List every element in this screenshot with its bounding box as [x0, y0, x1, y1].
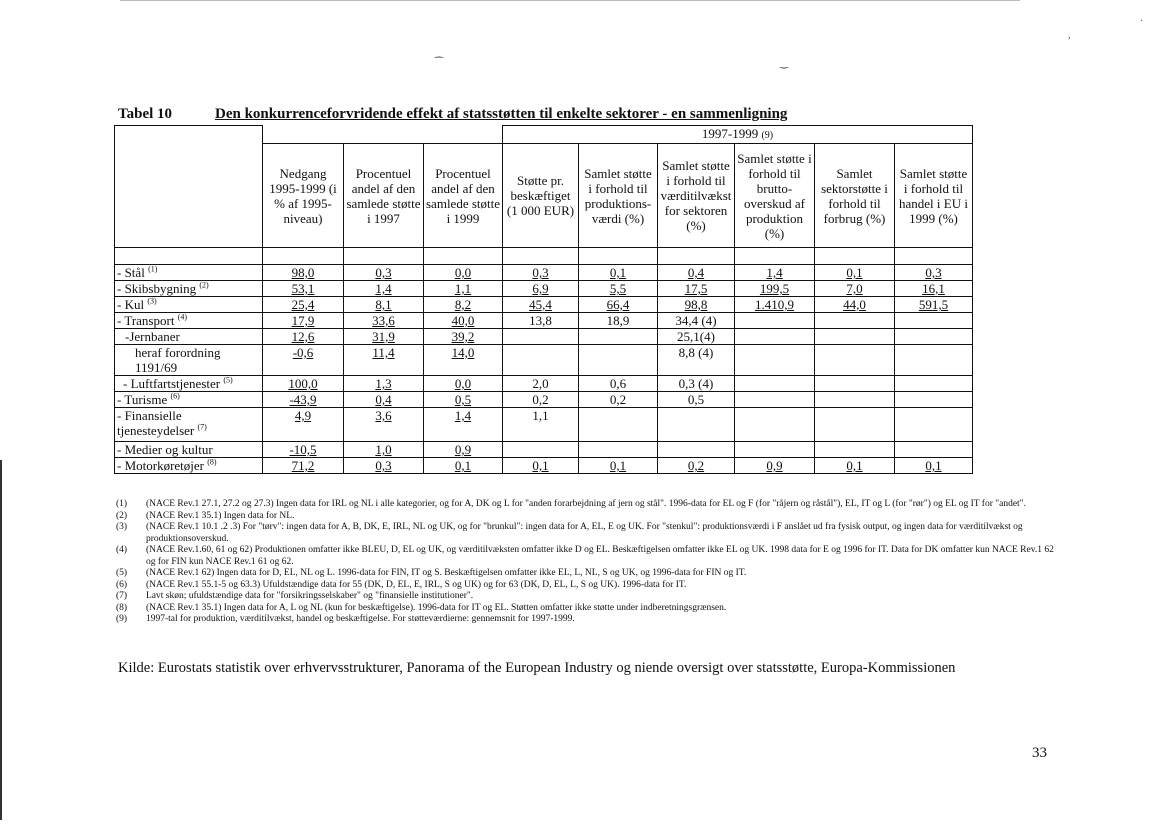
value-cell: 25,1(4) [658, 329, 735, 345]
value-cell [815, 313, 895, 329]
table-row [115, 376, 973, 392]
period-label: 1997-1999 [701, 126, 759, 141]
footnote-key: (5) [116, 568, 128, 578]
column-header: Samlet støtte i forhold til produktions-værdi (%) [579, 144, 658, 248]
value-cell: 2,0 [503, 376, 579, 392]
value-cell [658, 408, 735, 442]
table-row [115, 458, 973, 474]
footnote-text: (NACE Rev.1.60, 61 og 62) Produktionen omfatter ikke BLEU, D, EL og UK, og værditilvæksten omfatter ikke D og EL. Beskæftigelsen omfatter ikke EL og UK. 1998 data for E og 1996 for IT. Data for DK omfatter kun NACE Rev.1 62 og for FIN kun NACE Rev.1 61 og 62. [146, 545, 1054, 567]
value-cell: 8,2 [424, 297, 503, 313]
value-cell [735, 392, 815, 408]
value-cell: 40,0 [424, 313, 503, 329]
value-cell: -43,9 [263, 392, 344, 408]
scan-top-rule [120, 0, 1020, 1]
value-cell: 31,9 [344, 329, 424, 345]
table-heading [118, 106, 978, 123]
footnote-key: (8) [116, 602, 128, 613]
value-cell: 17,5 [658, 281, 735, 297]
spacer-cell [115, 248, 263, 265]
value-cell: 0,3 [344, 265, 424, 281]
spacer-cell [424, 248, 503, 265]
value-cell [735, 442, 815, 458]
value-cell: 0,2 [503, 392, 579, 408]
footnote-text: (NACE Rev.1 35.1) Ingen data for NL. [146, 510, 295, 521]
column-header: Nedgang 1995-1999 (i % af 1995-niveau) [263, 144, 344, 248]
period-note: (9) [761, 130, 774, 141]
spacer-cell [815, 248, 895, 265]
sector-label [115, 392, 263, 408]
spacer-cell [579, 248, 658, 265]
sector-name: - Turisme [117, 392, 168, 407]
value-cell: 53,1 [263, 281, 344, 297]
value-cell [895, 392, 973, 408]
value-cell: 39,2 [424, 329, 503, 345]
value-cell: 0,1 [424, 458, 503, 474]
value-cell: 98,8 [658, 297, 735, 313]
table-row [115, 265, 973, 281]
value-cell: 4,9 [263, 408, 344, 442]
value-cell [815, 329, 895, 345]
value-cell [815, 345, 895, 376]
footnote-text: (NACE Rev.1 62) Ingen data for D, EL, NL og L. 1996-data for FIN, IT og S. Beskæftigelsen omfatter ikke EL, L, NL, S og UK, og 1996-data for FIN og IT. [146, 568, 747, 578]
value-cell [658, 442, 735, 458]
value-cell: 0,0 [424, 376, 503, 392]
value-cell: 0,5 [658, 392, 735, 408]
footnote-text: (NACE Rev.1 27.1, 27.2 og 27.3) Ingen data for IRL og NL i alle kategorier, og for A, DK og L for "anden forarbejdning af jern og stål". 1996-data for EL og F (for "råjern og råstål"), EL, IT og L (for "rør") og EL og IT for "andet". [146, 499, 1026, 509]
scan-binding-edge [0, 460, 2, 820]
footnote [116, 545, 1061, 568]
value-cell: 1,1 [424, 281, 503, 297]
footnote-ref: (2) [199, 280, 209, 290]
footnote-ref: (1) [148, 264, 158, 274]
sector-label [115, 297, 263, 313]
column-header: Samlet sektorstøtte i forhold til forbrug (%) [815, 144, 895, 248]
footnotes [116, 499, 1061, 626]
sector-label [115, 329, 263, 345]
table-number: Tabel 10 [118, 106, 173, 122]
table-row [115, 442, 973, 458]
value-cell: 0,3 (4) [658, 376, 735, 392]
sector-label [115, 345, 263, 376]
value-cell: 100,0 [263, 376, 344, 392]
value-cell [815, 376, 895, 392]
blank-header-band [263, 126, 503, 144]
footnote-text: (NACE Rev.1 10.1 .2 .3) For "tørv": ingen data for A, B, DK, E, IRL, NL og UK, og for "brunkul": ingen data for A, EL, E og UK. For "stenkul": produktionsværdi i F anslået ud fra fysisk output, og ingen data for værditilvækst og produktionsoverskud. [146, 522, 1023, 544]
footnote-key: (1) [116, 499, 128, 509]
value-cell: 0,6 [579, 376, 658, 392]
table-row [115, 281, 973, 297]
table-row [115, 297, 973, 313]
value-cell [815, 442, 895, 458]
sector-name: - Stål [117, 265, 145, 280]
value-cell: 0,1 [815, 458, 895, 474]
footnote-ref: (8) [207, 457, 217, 467]
value-cell [579, 345, 658, 376]
value-cell: 0,2 [579, 392, 658, 408]
footnote-key: (9) [116, 614, 128, 624]
value-cell: 591,5 [895, 297, 973, 313]
footnote-key: (3) [116, 522, 128, 532]
scan-mark: ⁀ [435, 58, 444, 69]
value-cell: 14,0 [424, 345, 503, 376]
footnote-ref: (6) [170, 391, 180, 401]
footnote-text: Lavt skøn; ufuldstændige data for "forsikringsselskaber" og "finansielle institutioner". [146, 591, 474, 601]
value-cell: 98,0 [263, 265, 344, 281]
footnote-ref: (5) [223, 375, 233, 385]
sector-label [115, 376, 263, 392]
value-cell [895, 408, 973, 442]
value-cell: 8,8 (4) [658, 345, 735, 376]
value-cell [735, 376, 815, 392]
value-cell: 1,0 [344, 442, 424, 458]
value-cell: 0,1 [579, 458, 658, 474]
sector-name: - Kul [117, 297, 145, 312]
value-cell: 0,1 [579, 265, 658, 281]
footnote-text: (NACE Rev.1 55.1-5 og 63.3) Ufuldstændige data for 55 (DK, D, EL, E, IRL, S og UK) og for 63 (DK, D, EL, L, S og UK). 1996-data for IT. [146, 579, 687, 590]
value-cell: 6,9 [503, 281, 579, 297]
footnote-ref: (4) [177, 312, 188, 322]
value-cell: 0,2 [658, 458, 735, 474]
value-cell: 0,1 [815, 265, 895, 281]
table-row [115, 392, 973, 408]
value-cell: 33,6 [344, 313, 424, 329]
value-cell: 1,3 [344, 376, 424, 392]
sector-name: - Finansielle tjenesteydelser [117, 408, 195, 438]
footnote [116, 614, 1061, 626]
value-cell [895, 442, 973, 458]
value-cell [895, 313, 973, 329]
spacer-cell [263, 248, 344, 265]
value-cell: 18,9 [579, 313, 658, 329]
column-header: Procentuel andel af den samlede støtte i 1999 [424, 144, 503, 248]
value-cell: 12,6 [263, 329, 344, 345]
value-cell [503, 329, 579, 345]
value-cell: 5,5 [579, 281, 658, 297]
spacer-cell [503, 248, 579, 265]
sector-label [115, 458, 263, 474]
value-cell [735, 313, 815, 329]
sector-name: - Luftfartstjenester [123, 376, 221, 391]
footnote [116, 511, 1061, 523]
value-cell: 0,1 [503, 458, 579, 474]
value-cell: 8,1 [344, 297, 424, 313]
value-cell: 25,4 [263, 297, 344, 313]
value-cell: 0,1 [895, 458, 973, 474]
footnote-ref: (3) [147, 296, 157, 306]
table-title: Den konkurrenceforvridende effekt af statsstøtten til enkelte sektorer - en sammenligning [215, 106, 788, 122]
sector-name: -Jernbaner [125, 329, 180, 344]
value-cell: -0,6 [263, 345, 344, 376]
value-cell: -10,5 [263, 442, 344, 458]
value-cell [815, 408, 895, 442]
value-cell: 0,9 [424, 442, 503, 458]
period-header [503, 126, 973, 144]
column-header: Procentuel andel af den samlede støtte i 1997 [344, 144, 424, 248]
footnote [116, 580, 1061, 592]
value-cell [735, 345, 815, 376]
value-cell: 0,5 [424, 392, 503, 408]
scan-speck: , [1068, 30, 1071, 41]
source-line: Kilde: Eurostats statistik over erhvervsstrukturer, Panorama of the European Industry og niende oversigt over statsstøtte, Europa-Kommissionen [118, 660, 956, 676]
footnote [116, 568, 1061, 580]
value-cell: 45,4 [503, 297, 579, 313]
row-label-header [115, 126, 263, 248]
footnote-key: (6) [116, 579, 128, 590]
value-cell: 0,3 [895, 265, 973, 281]
spacer-cell [895, 248, 973, 265]
footnote-key: (7) [116, 591, 128, 601]
value-cell: 66,4 [579, 297, 658, 313]
sector-label [115, 408, 263, 442]
scan-speck: · [1140, 16, 1144, 27]
value-cell: 34,4 (4) [658, 313, 735, 329]
value-cell [735, 329, 815, 345]
value-cell [815, 392, 895, 408]
value-cell: 7,0 [815, 281, 895, 297]
value-cell: 0,9 [735, 458, 815, 474]
value-cell: 0,4 [344, 392, 424, 408]
table-row [115, 408, 973, 442]
value-cell [895, 376, 973, 392]
value-cell: 1,4 [344, 281, 424, 297]
column-header: Samlet støtte i forhold til værditilvækst for sektoren (%) [658, 144, 735, 248]
footnote-text: 1997-tal for produktion, værditilvækst, handel og beskæftigelse. For støtteværdierne: gennemsnit for 1997-1999. [146, 614, 575, 624]
value-cell: 0,3 [344, 458, 424, 474]
sector-label [115, 442, 263, 458]
value-cell: 1,1 [503, 408, 579, 442]
value-cell: 13,8 [503, 313, 579, 329]
value-cell [579, 329, 658, 345]
footnote [116, 522, 1061, 545]
value-cell: 1,4 [424, 408, 503, 442]
value-cell: 11,4 [344, 345, 424, 376]
footnote [116, 499, 1061, 511]
column-header: Støtte pr. beskæftiget (1 000 EUR) [503, 144, 579, 248]
sector-aid-table [114, 125, 973, 474]
value-cell [579, 408, 658, 442]
value-cell: 0,4 [658, 265, 735, 281]
footnote-key: (2) [116, 510, 128, 521]
footnote [116, 591, 1061, 603]
value-cell: 16,1 [895, 281, 973, 297]
table-row [115, 329, 973, 345]
page-number: 33 [1032, 745, 1047, 761]
value-cell [895, 345, 973, 376]
footnote [116, 603, 1061, 615]
value-cell: 44,0 [815, 297, 895, 313]
value-cell: 0,0 [424, 265, 503, 281]
spacer-cell [735, 248, 815, 265]
value-cell [735, 408, 815, 442]
table-row [115, 345, 973, 376]
sector-name: - Skibsbygning [117, 281, 197, 296]
sector-name: - Transport [117, 313, 175, 328]
value-cell [503, 345, 579, 376]
scan-mark: ‿ [780, 58, 789, 69]
sector-name: - Medier og kultur [117, 442, 213, 457]
column-header: Samlet støtte i forhold til handel i EU i 1999 (%) [895, 144, 973, 248]
spacer-cell [344, 248, 424, 265]
value-cell [503, 442, 579, 458]
value-cell: 71,2 [263, 458, 344, 474]
sector-name: heraf forordning 1191/69 [135, 345, 221, 375]
value-cell: 1,4 [735, 265, 815, 281]
column-header: Samlet støtte i forhold til brutto-overskud af produktion (%) [735, 144, 815, 248]
footnote-key: (4) [116, 545, 128, 555]
value-cell: 0,3 [503, 265, 579, 281]
value-cell: 1.410,9 [735, 297, 815, 313]
value-cell: 199,5 [735, 281, 815, 297]
footnote-text: (NACE Rev.1 35.1) Ingen data for A, L og NL (kun for beskæftigelse). 1996-data for IT og EL. Støtten omfatter ikke støtte under indberetningsgrænsen. [146, 602, 727, 613]
value-cell [579, 442, 658, 458]
spacer-cell [658, 248, 735, 265]
value-cell: 3,6 [344, 408, 424, 442]
sector-label [115, 313, 263, 329]
sector-label [115, 265, 263, 281]
sector-label [115, 281, 263, 297]
sector-name: - Motorkøretøjer [117, 458, 205, 473]
footnote-ref: (7) [197, 422, 207, 432]
table-row [115, 313, 973, 329]
value-cell [895, 329, 973, 345]
value-cell: 17,9 [263, 313, 344, 329]
